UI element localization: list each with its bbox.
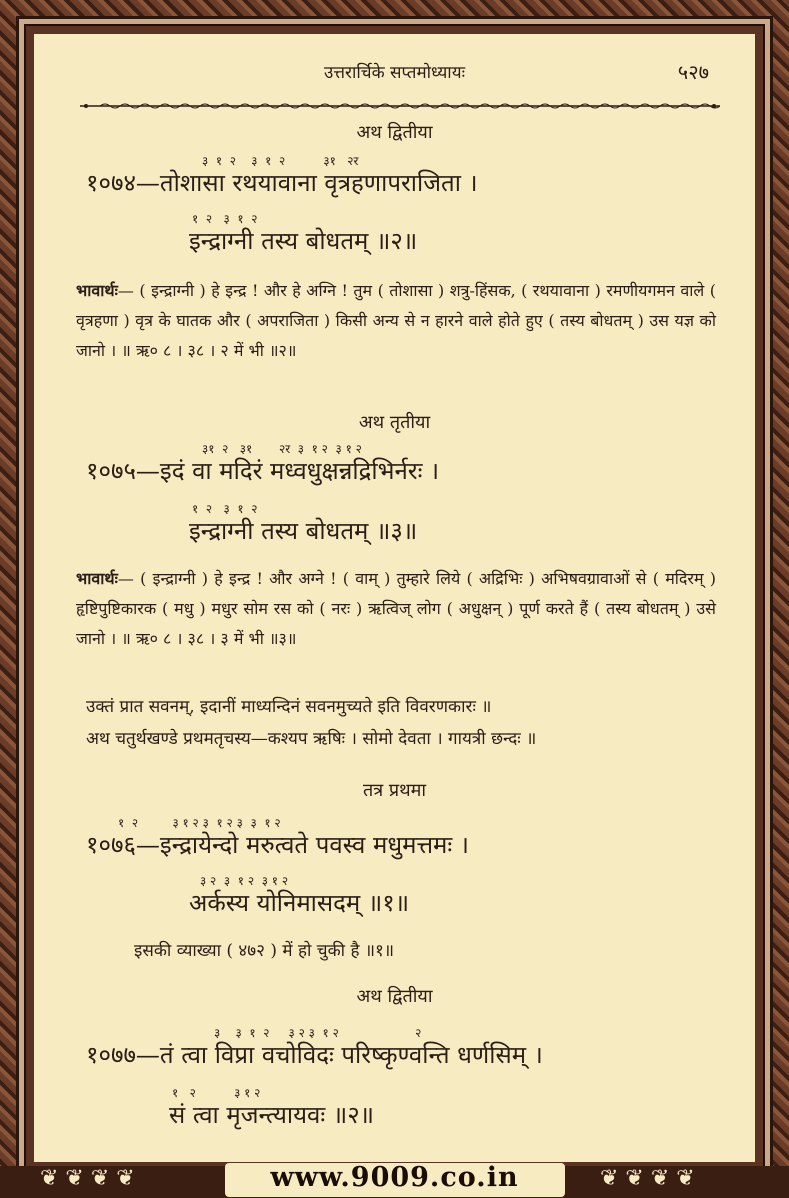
commentary-line: अथ चतुर्थखण्डे प्रथमतृचस्य—कश्यप ऋषिः । सोमो देवता । गायत्री छन्दः ॥ bbox=[86, 729, 537, 749]
verse-1074-line1: १०७४—तोशासा रथयावाना वृत्रहणापराजिता । bbox=[86, 169, 478, 197]
verse-accent-marks: १ २ ३ १ २ bbox=[192, 212, 258, 226]
verse-accent-marks: ३१ २ ३१ २र ३ १ २ ३ १ २ bbox=[202, 442, 362, 456]
swirl-ornament-icon: ❦ ❦ ❦ ❦ bbox=[40, 1166, 135, 1191]
decorative-rule bbox=[80, 102, 720, 110]
verse-1077-line2: सं त्वा मृजन्त्यायवः ॥२॥ bbox=[169, 1101, 375, 1129]
verse-accent-marks: १ २ ३ १ २ bbox=[172, 1086, 261, 1100]
page-number: ५२७ bbox=[677, 60, 709, 84]
section-heading: तत्र प्रथमा bbox=[362, 780, 427, 801]
section-heading: अथ द्वितीया bbox=[356, 122, 433, 143]
cross-reference-note: इसकी व्याख्या ( ४७२ ) में हो चुकी है ॥१॥ bbox=[134, 941, 395, 961]
verse-1075-line2: इन्द्राग्नी तस्य बोधतम् ॥३॥ bbox=[189, 517, 418, 545]
verse-accent-marks: ३ ३ १ २ ३ २ ३ १ २ २ bbox=[214, 1026, 422, 1040]
bhavarth-paragraph bbox=[76, 564, 716, 654]
verse-accent-marks: ३ २ ३ १ २ ३ १ २ bbox=[200, 874, 289, 888]
scripture-page bbox=[34, 34, 755, 1162]
commentary-line: उक्तं प्रात सवनम्, इदानीं माध्यन्दिनं सवनमुच्यते इति विवरणकारः ॥ bbox=[86, 697, 492, 717]
website-url-link[interactable]: www.9009.co.in bbox=[270, 1162, 519, 1193]
running-head: उत्तरार्चिके सप्तमोध्यायः bbox=[323, 63, 465, 83]
verse-accent-marks: १ २ ३ १ २ bbox=[192, 502, 258, 516]
verse-accent-marks: ३ १ २ ३ १ २ ३१ २र bbox=[202, 154, 359, 168]
bhavarth-label: भावार्थः bbox=[76, 281, 118, 300]
verse-accent-marks: १ २ ३ १ २ ३ १ २ ३ ३ १ २ bbox=[118, 816, 281, 830]
verse-1077-line1: १०७७—तं त्वा विप्रा वचोविदः परिष्कृण्वन्ति धर्णसिम् । bbox=[86, 1041, 543, 1069]
bhavarth-text: — ( इन्द्राग्नी ) हे इन्द्र ! और हे अग्नि ! तुम ( तोशासा ) शत्रु-हिंसक, ( रथयावाना ) रमणीयगमन वाले ( वृत्रहणा ) वृत्र के घातक और ( अपराजिता ) किसी अन्य से न हारने वाले होते हुए ( तस्य बोधतम् ) उस यज्ञ को जानो । ॥ ऋ० ८ । ३८ । २ में भी ॥२॥ bbox=[76, 281, 716, 360]
verse-1076-line2: अर्कस्य योनिमासदम् ॥१॥ bbox=[189, 889, 410, 917]
bhavarth-paragraph bbox=[76, 276, 716, 366]
section-heading: अथ द्वितीया bbox=[356, 986, 433, 1007]
swirl-ornament-icon: ❦ ❦ ❦ ❦ bbox=[600, 1166, 695, 1191]
bhavarth-label: भावार्थः bbox=[76, 569, 118, 588]
section-heading: अथ तृतीया bbox=[358, 412, 431, 433]
page-header bbox=[34, 56, 755, 88]
verse-1074-line2: इन्द्राग्नी तस्य बोधतम् ॥२॥ bbox=[189, 227, 418, 255]
verse-1075-line1: १०७५—इदं वा मदिरं मध्वधुक्षन्नद्रिभिर्नरः । bbox=[86, 457, 440, 485]
bhavarth-text: — ( इन्द्राग्नी ) हे इन्द्र ! और अग्ने ! ( वाम् ) तुम्हारे लिये ( अद्रिभिः ) अभिषवग्रावाओं से ( मदिरम् ) हृष्टिपुष्टिकारक ( मधु ) मधुर सोम रस को ( नरः ) ऋत्विज् लोग ( अधुक्षन् ) पूर्ण करते हैं ( तस्य बोधतम् ) उसे जानो । ॥ ऋ० ८ । ३८ । ३ में भी ॥३॥ bbox=[76, 569, 716, 648]
verse-1076-line1: १०७६—इन्द्रायेन्दो मरुत्वते पवस्व मधुमत्तमः । bbox=[86, 831, 469, 859]
